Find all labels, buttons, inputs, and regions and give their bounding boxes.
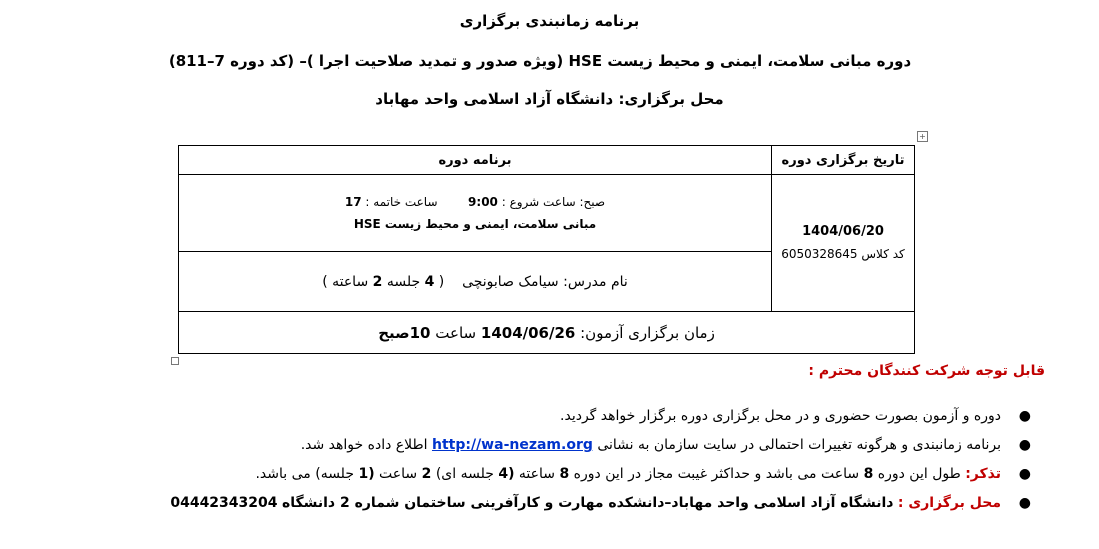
instructor-cell: نام مدرس: سیامک صابونچی ( 4 جلسه 2 ساعته ) <box>179 252 772 312</box>
list-item: ● محل برگزاری : دانشگاه آزاد اسلامی واحد مهاباد–دانشکده مهارت و کارآفرینی ساختمان شماره 2 دانشگاه 04442343204 <box>170 489 1001 518</box>
bullet-icon: ● <box>1018 437 1031 453</box>
venue-line <box>0 90 1099 108</box>
venue-note-label: محل برگزاری : <box>897 495 1001 511</box>
bullet-icon: ● <box>1018 408 1031 424</box>
schedule-table <box>178 145 915 354</box>
exam-date: 1404/06/26 <box>480 323 576 342</box>
bullet-icon: ● <box>1018 466 1031 482</box>
instructor-label: نام مدرس: سیامک صابونچی <box>462 273 628 290</box>
course-date: 1404/06/20 <box>802 224 884 239</box>
notice-heading: قابل توجه شرکت کنندگان محترم : <box>808 363 1045 379</box>
date-cell <box>772 175 915 312</box>
page-title: برنامه زمانبندی برگزاری <box>459 12 640 30</box>
list-item: ● برنامه زمانبندی و هرگونه تغییرات احتمالی در سایت سازمان به نشانی http://wa-nezam.org اطلاع داده خواهد شد. <box>170 431 1001 460</box>
table-move-handle-icon[interactable]: + <box>917 131 928 142</box>
end-time: 17 <box>344 195 362 209</box>
reminder-label: تذکر: <box>965 466 1001 482</box>
venue-label: محل برگزاری: <box>618 90 724 108</box>
time-line: صبح: ساعت شروع : 9:00 ساعت خاتمه : 17 <box>344 195 606 209</box>
list-item: ● دوره و آزمون بصورت حضوری و در محل برگزاری دوره برگزار خواهد گردید. <box>170 402 1001 431</box>
course-name: مبانی سلامت، ایمنی و محیط زیست HSE <box>353 217 597 231</box>
exam-cell: زمان برگزاری آزمون: 1404/06/26 ساعت 10صبح <box>179 312 915 354</box>
notice-list <box>170 402 1031 518</box>
list-item: ● تذکر: طول این دوره 8 ساعت می باشد و حداکثر غیبت مجاز در این دوره 8 ساعته (4 جلسه ای) 2 ساعت (1 جلسه) می باشد. <box>170 460 1001 489</box>
class-code: کد کلاس 6050328645 <box>781 247 905 261</box>
course-subtitle: دوره مبانی سلامت، ایمنی و محیط زیست HSE (ویژه صدور و تمدید صلاحیت اجرا )– (کد دوره 7–811) <box>168 52 912 70</box>
start-time: 9:00 <box>468 195 498 209</box>
column-header-program: برنامه دوره <box>179 146 772 175</box>
website-link[interactable]: http://wa-nezam.org <box>431 437 593 453</box>
column-header-date: تاریخ برگزاری دوره <box>772 146 915 175</box>
table-resize-handle-icon[interactable] <box>171 357 179 365</box>
schedule-cell <box>179 175 772 252</box>
exam-time: 10صبح <box>378 323 431 342</box>
venue-value: دانشگاه آزاد اسلامی واحد مهاباد <box>375 90 614 108</box>
bullet-icon: ● <box>1018 495 1031 511</box>
phone-number: 04442343204 <box>170 495 278 511</box>
